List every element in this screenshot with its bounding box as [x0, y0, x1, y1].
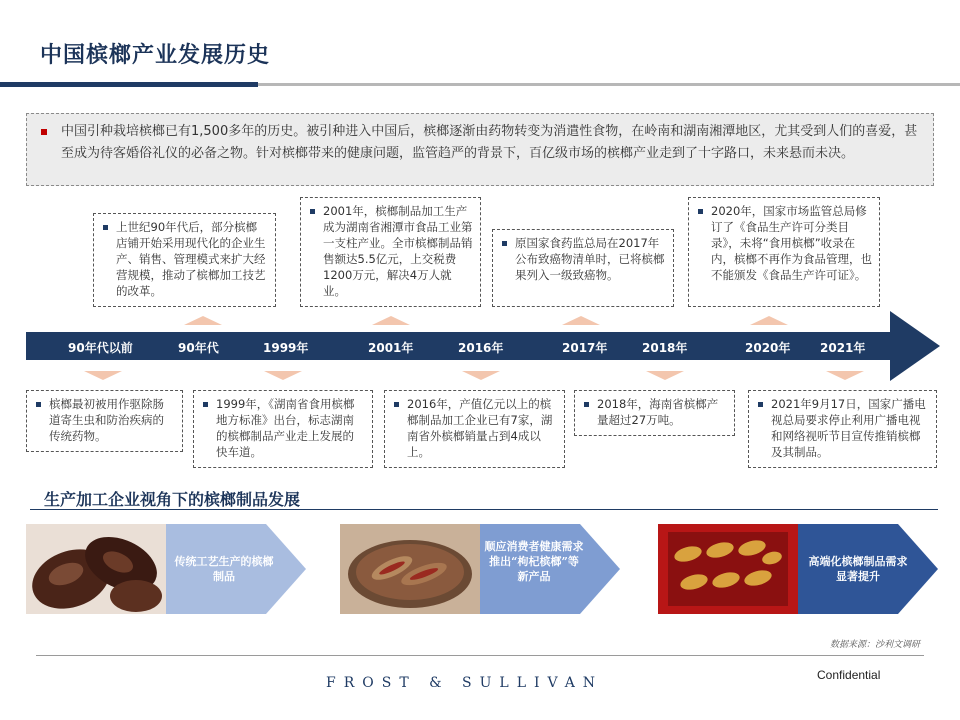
timeline-note-2001: 2001年，槟榔制品加工生产成为湖南省湘潭市食品工业第一支柱产业。全市槟榔制品销售额达5.5亿元，上交税费1200万元，解决4万人就业。: [300, 197, 481, 307]
timeline-note-2018: 2018年，海南省槟榔产量超过27万吨。: [574, 390, 735, 436]
timeline-year: 2018年: [642, 341, 688, 355]
timeline-year: 1999年: [263, 341, 309, 355]
brand-logo: FROST & SULLIVAN: [326, 675, 604, 691]
bullet-square-icon: [103, 225, 108, 230]
premium-betel-nut-gift-box-photo: [658, 524, 798, 614]
timeline-note-2020: 2020年，国家市场监管总局修订了《食品生产许可分类目录》，未将“食用槟榔”收录在内，槟榔不再作为食品管理，也不能颁发《食品生产许可证》。: [688, 197, 880, 307]
pointer-down-icon: [264, 371, 302, 380]
timeline-year: 2001年: [368, 341, 414, 355]
pointer-down-icon: [646, 371, 684, 380]
bullet-square-icon: [698, 209, 703, 214]
goji-betel-nut-photo: [340, 524, 480, 614]
timeline-year: 2020年: [745, 341, 791, 355]
title-underline-accent: [0, 82, 258, 87]
bullet-square-icon: [394, 402, 399, 407]
bullet-square-icon: [502, 241, 507, 246]
section-title: 生产加工企业视角下的槟榔制品发展: [44, 490, 301, 509]
bullet-square-icon: [310, 209, 315, 214]
timeline-note-2021: 2021年9月17日，国家广播电视总局要求停止利用广播电视和网络视听节目宣传推销槟榔及其制品。: [748, 390, 937, 468]
title-underline: [258, 83, 960, 86]
stage-label-traditional: 传统工艺生产的槟榔制品: [174, 555, 274, 583]
bullet-square-icon: [203, 402, 208, 407]
bullet-square-icon: [758, 402, 763, 407]
betel-nut-traditional-photo: [26, 524, 166, 614]
bullet-square-icon: [584, 402, 589, 407]
timeline-year: 2016年: [458, 341, 504, 355]
timeline-note-2016: 2016年，产值亿元以上的槟榔制品加工企业已有7家，湖南省外槟榔销量占到4成以上。: [384, 390, 565, 468]
footer-divider: [36, 655, 924, 656]
timeline-note-pre90s: 槟榔最初被用作驱除肠道寄生虫和防治疾病的传统药物。: [26, 390, 183, 452]
timeline-note-2017: 原国家食药监总局在2017年公布致癌物清单时，已将槟榔果列入一级致癌物。: [492, 229, 674, 307]
confidential-label: Confidential: [817, 668, 881, 682]
pointer-down-icon: [826, 371, 864, 380]
stage-label-goji: 顺应消费者健康需求推出“枸杞槟榔”等新产品: [484, 540, 584, 583]
page-title: 中国槟榔产业发展历史: [40, 42, 271, 68]
section-divider: [30, 509, 938, 510]
pointer-down-icon: [462, 371, 500, 380]
intro-text: 中国引种栽培槟榔已有1,500多年的历史。被引种进入中国后，槟榔逐渐由药物转变为消遣性食物，在岭南和湖南湘潭地区，尤其受到人们的喜爱，甚至成为待客婚俗礼仪的必备之物。针对槟榔带来的健康问题，监管趋严的背景下，百亿级市场的槟榔产业走到了十字路口，未来悬而未决。: [61, 124, 918, 161]
bullet-square-icon: [36, 402, 41, 407]
timeline-year: 90年代以前: [68, 341, 133, 355]
bullet-square-icon: [41, 129, 47, 135]
timeline-note-1999: 1999年，《湖南省食用槟榔地方标准》出台，标志湖南的槟榔制品产业走上发展的快车道。: [193, 390, 373, 468]
pointer-down-icon: [84, 371, 122, 380]
intro-box: [26, 113, 934, 186]
timeline-note-90s: 上世纪90年代后，部分槟榔店铺开始采用现代化的企业生产、销售、管理模式来扩大经营规模，推动了槟榔加工技艺的改革。: [93, 213, 276, 307]
timeline-year: 2021年: [820, 341, 866, 355]
timeline-year: 2017年: [562, 341, 608, 355]
timeline-year: 90年代: [178, 341, 219, 355]
stage-label-premium: 高端化槟榔制品需求显著提升: [808, 555, 908, 583]
data-source: 数据来源：沙利文调研: [829, 640, 920, 650]
